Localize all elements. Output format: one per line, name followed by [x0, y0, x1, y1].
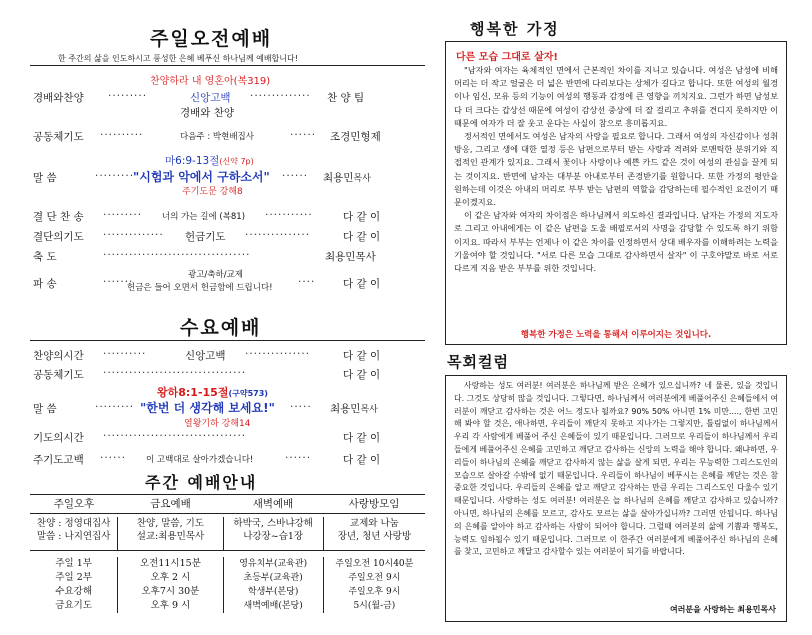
sermon-series: 주기도문 강해8 [182, 187, 243, 197]
weekly-cell: 주일오후 9시 [348, 587, 401, 597]
dots: ·········· [100, 129, 144, 141]
benediction-pastor: 최용민목사 [325, 251, 376, 263]
weekly-cell: 설교:최용민목사 [136, 531, 205, 542]
offering-prayer: 헌금기도 [185, 231, 226, 243]
announcements: 광고/축하/교제 [188, 270, 243, 280]
weekly-cell: 주일오전 9시 [348, 573, 401, 583]
community-prayer-label: 공동체기도 [33, 131, 84, 143]
dots: ·········· [103, 348, 147, 360]
weekly-cell: 오전11시15분 [139, 558, 201, 569]
preacher: 최용민 [323, 172, 354, 184]
wed-word-label: 말 씀 [33, 403, 57, 415]
decision-leader: 다 같 이 [343, 211, 381, 223]
happy-family-paragraph: "남자와 여자는 육체적인 면에서 근본적인 차이를 지니고 있습니다. 여성은 남성에 비해 머리는 더 작고 얼굴은 더 넓은 반면에 다리보다는 상체가 길다고 합니다. 또한 여성의 월경이나 임신, 모유 등의 기능이 여성의 행동과 감정에 큰 영향을 끼치지요. 그런가 하면 남성보다 더 크다는 갑상선 때문에 여성이 감상선 중상에 더 잘 걸리고 추위를 견디지 못하지만 이 때문에 여자가 더 잘 웃고 운다는 사실이 참으로 흥미롭지요. [454, 65, 778, 128]
decision-prayer-leader: 다 같 이 [343, 231, 381, 243]
happy-family-closing: 행복한 가정은 노력을 통해서 이루어지는 것입니다. [520, 330, 712, 340]
worship-center: 신앙고백 [190, 92, 231, 104]
preacher-title: 목사 [353, 174, 371, 184]
dots: ········· [95, 170, 135, 182]
offering-note: 헌금은 들어 오면서 헌금함에 드립니다! [127, 283, 273, 293]
weekly-cell: 찬양 : 정영대집사 [36, 518, 111, 529]
worship-center2: 경배와 찬양 [180, 107, 235, 119]
dots: ········· [108, 90, 148, 102]
dots: ······ [285, 452, 312, 464]
dots: ······ [100, 452, 127, 464]
wed-scripture-page: (구약573) [228, 389, 268, 398]
lords-prayer-leader: 다 같 이 [343, 454, 381, 466]
weekly-cell: 오후 9 시 [150, 600, 191, 611]
pastor-column-body: 사랑하는 성도 여러분! 여러분은 하나님께 받은 은혜가 있으십니까? 네 물론, 있을 것입니다. 그것도 상당히 많을 것입니다. 그렇다면, 하나님께서 여러분에게 베풀어주신 은혜들에서 여러분이 깨닫고 감사하는 것은 어느 정도나 될까요? 90% 50% 아니면 1% 미만...., 한번 고민해 봐야 할 것은, 애나하면, 우리들이 깨닫지 못하고 지나가는 그렇지만, 틀림없이 하나님께서 우리 각 사람에게 베풀어 주신 은혜들이 있기 때문입니다. 그러므로 우리들이 하나님께서 우리들에게 베풀어주신 은혜를 고민하고 깨닫고 감사하는 신앙의 노력을 해야 합니다. 왜냐하면, 우리들이 하나님의 은혜를 깨닫고 감사하지 않는 삶을 살게 되면, 우리는 무능력한 그리스도인의 모습으로 살아갈 수밖에 없기 때문입니다. 우리들이 하나님이 베푸시는 은혜를 깨닫는 것은 참 중요한 것입니다. 우리들의 은혜를 알고 깨닫고 감사하는 만큼 우리는 그리스도인 다울수 있기 때문입니다. 사랑하는 성도 여러분! 여러분은 늘 하나님의 은혜를 깨닫고 감사하고 있습니까? 아니면, 하나님의 은혜를 모르고, 감사도 모르는 삶을 살아가십니까? 그러면 안됩니다. 하나님의 은혜를 알아야 하고 감사하는 사람이 되어야 합니다. 그럴때 여러분의 삶에 기쁨과 행복도, 능력도 임하될수 있기 때문입니다. 그러므로 이 한주간 여러분에게 베풀어주신 하나님의 은혜를 찾고, 고민하고 깨달고 감사할수 있는 여러분이 되기를 바랍니다. [454, 381, 778, 557]
wed-sermon-series: 열왕기하 강해14 [184, 419, 251, 429]
wed-scripture: 왕하8:1-15절 [157, 386, 229, 399]
weekly-header: 사랑방모임 [348, 498, 400, 510]
happy-family-title: 행복한 가정 [470, 20, 560, 38]
dots: ····· [290, 401, 312, 413]
wed-sermon-title: "한번 더 생각해 보세요!" [140, 401, 275, 415]
weekly-cell: 오후 2 시 [150, 572, 191, 583]
next-prayer: 다음주 : 박현배집사 [180, 132, 254, 142]
weekly-header: 새벽예배 [252, 498, 294, 510]
weekly-cell: 초등부(교육관) [243, 573, 303, 583]
dots: ·············· [250, 90, 311, 102]
dots: ······· [103, 276, 134, 288]
worship-label: 경배와찬양 [33, 92, 84, 104]
praise-time-label: 찬양의시간 [33, 350, 84, 362]
dots: ·············· [103, 229, 164, 241]
decision-hymn-label: 결 단 찬 송 [33, 211, 84, 223]
benediction-label: 축 도 [33, 251, 57, 263]
weekly-cell: 5시(월-금) [353, 601, 396, 611]
wed-prayer-leader: 다 같 이 [343, 369, 381, 381]
happy-family-heading: 다른 모습 그대로 살자! [456, 52, 558, 63]
weekly-cell: 나강장~습1장 [243, 531, 304, 542]
divider [30, 340, 425, 341]
dots: ········· [103, 209, 143, 221]
weekly-table [30, 494, 425, 613]
dots: ··············· [245, 229, 311, 241]
happy-family-box [445, 41, 787, 345]
dots: ································· [103, 430, 247, 442]
prayer-time-leader: 다 같 이 [343, 432, 381, 444]
sermon-title: "시험과 악에서 구하소서" [133, 170, 270, 184]
decision-prayer-label: 결단의기도 [33, 231, 84, 243]
pastor-column-title: 목회컬럼 [447, 353, 509, 371]
prayer-time-label: 기도의시간 [33, 432, 84, 444]
dots: ···· [298, 276, 316, 288]
weekly-header: 금요예배 [150, 498, 191, 510]
weekly-cell: 오후7시 30분 [141, 586, 200, 597]
weekly-cell: 수요강해 [55, 586, 93, 597]
scripture: 마6:9-13절 [165, 155, 220, 167]
weekly-cell: 주일오전 10시40분 [335, 559, 414, 569]
happy-family-paragraph: 정서적인 면에서도 여성은 남자의 사랑을 필요로 합니다. 그래서 여성의 자신감이나 성취방응, 그리고 생에 대한 열정 등은 남편으로부터 받는 사랑과 격려와 로맨틱한 분위기와 직접적인 관계가 있지요. 그래서 꽃이나 사랑이나 예쁜 카드 같은 것이 여성의 관심을 끌게 되는 것이지요. 반면에 남자는 대부분 아내로부터 존경받기를 원합니다. 또한 가정의 평안을 원하는데 이것은 아내의 머리로 부부 받는 남편의 역할을 감당하는데 필수적인 요건이기 때문이겠지요. [454, 131, 778, 208]
prayer-leader: 조경민형제 [330, 131, 381, 143]
weekly-cell: 하박국, 스바냐강해 [233, 518, 313, 529]
opening-hymn: 찬양하라 내 영혼아(복319) [150, 76, 271, 87]
dots: ································· [103, 367, 247, 379]
weekly-cell: 교제와 나눔 [349, 518, 399, 529]
weekly-cell: 장년, 청년 사랑방 [337, 531, 412, 542]
praise-time-center: 신앙고백 [185, 350, 226, 362]
dots: ········· [95, 401, 135, 413]
weekly-schedule-title: 주간 예배안내 [145, 473, 258, 492]
weekly-cell: 말씀 : 나지연집사 [36, 531, 111, 542]
wed-prayer-label: 공동체기도 [33, 369, 84, 381]
dots: ··········· [265, 209, 313, 221]
wednesday-service-title: 수요예배 [180, 317, 262, 339]
lords-prayer-center: 이 고백대로 살아가겠습니다! [146, 455, 254, 465]
dots: ··············· [245, 348, 311, 360]
dots: ······ [282, 170, 309, 182]
dots: ······ [290, 129, 317, 141]
lords-prayer-label: 주기도고백 [33, 454, 84, 466]
scripture-page: (신약 7p) [219, 157, 254, 166]
weekly-cell: 새벽예배(본당) [243, 601, 303, 611]
pastor-signature: 여러분을 사랑하는 최용민목사 [669, 605, 776, 614]
pastor-column-box [445, 375, 787, 622]
praise-time-leader: 다 같 이 [343, 350, 381, 362]
morning-service-title: 주일오전예배 [150, 28, 273, 50]
word-label: 말 씀 [33, 172, 57, 184]
weekly-cell: 금요기도 [55, 600, 93, 611]
divider [30, 65, 425, 66]
weekly-header: 주일오후 [53, 498, 95, 510]
weekly-cell: 찬양, 말씀, 기도 [136, 518, 204, 529]
weekly-cell: 주일 1부 [55, 558, 92, 569]
weekly-cell: 주일 2부 [55, 572, 92, 583]
worship-leader: 찬 양 팀 [327, 92, 365, 104]
dots: ·································· [103, 249, 251, 261]
happy-family-paragraph: 이 같은 남자와 여자의 차이점은 하나님께서 의도하신 결과입니다. 남자는 가정의 지도자로 그리고 아내에게는 이 같은 남편을 도울 배필로서의 사명을 감당할 수 있도록 하기 위함이지요. 따라서 부부는 언제나 이 같은 차이를 인정하면서 상대 배우자를 이해하려는 노력을 기울여야 할 것입니다. "서로 다른 모습 그대로 감사하면서 살자" 이 구호야말로 바로 서로 다르게 지음 받은 부부를 위한 것입니다. [454, 210, 778, 274]
dismissal-label: 파 송 [33, 278, 57, 290]
wed-preacher-title: 목사 [360, 405, 378, 415]
weekly-cell: 영유치부(교육관) [239, 559, 308, 569]
weekly-cell: 학생부(본당) [247, 587, 299, 597]
decision-hymn: 너의 가는 길에 (복81) [162, 212, 246, 222]
morning-subtitle: 한 주간의 삶을 인도하시고 풍성한 은혜 베푸신 하나님께 예배합니다! [58, 54, 298, 63]
dismissal-leader: 다 같 이 [343, 278, 381, 290]
wed-preacher: 최용민 [330, 403, 361, 415]
